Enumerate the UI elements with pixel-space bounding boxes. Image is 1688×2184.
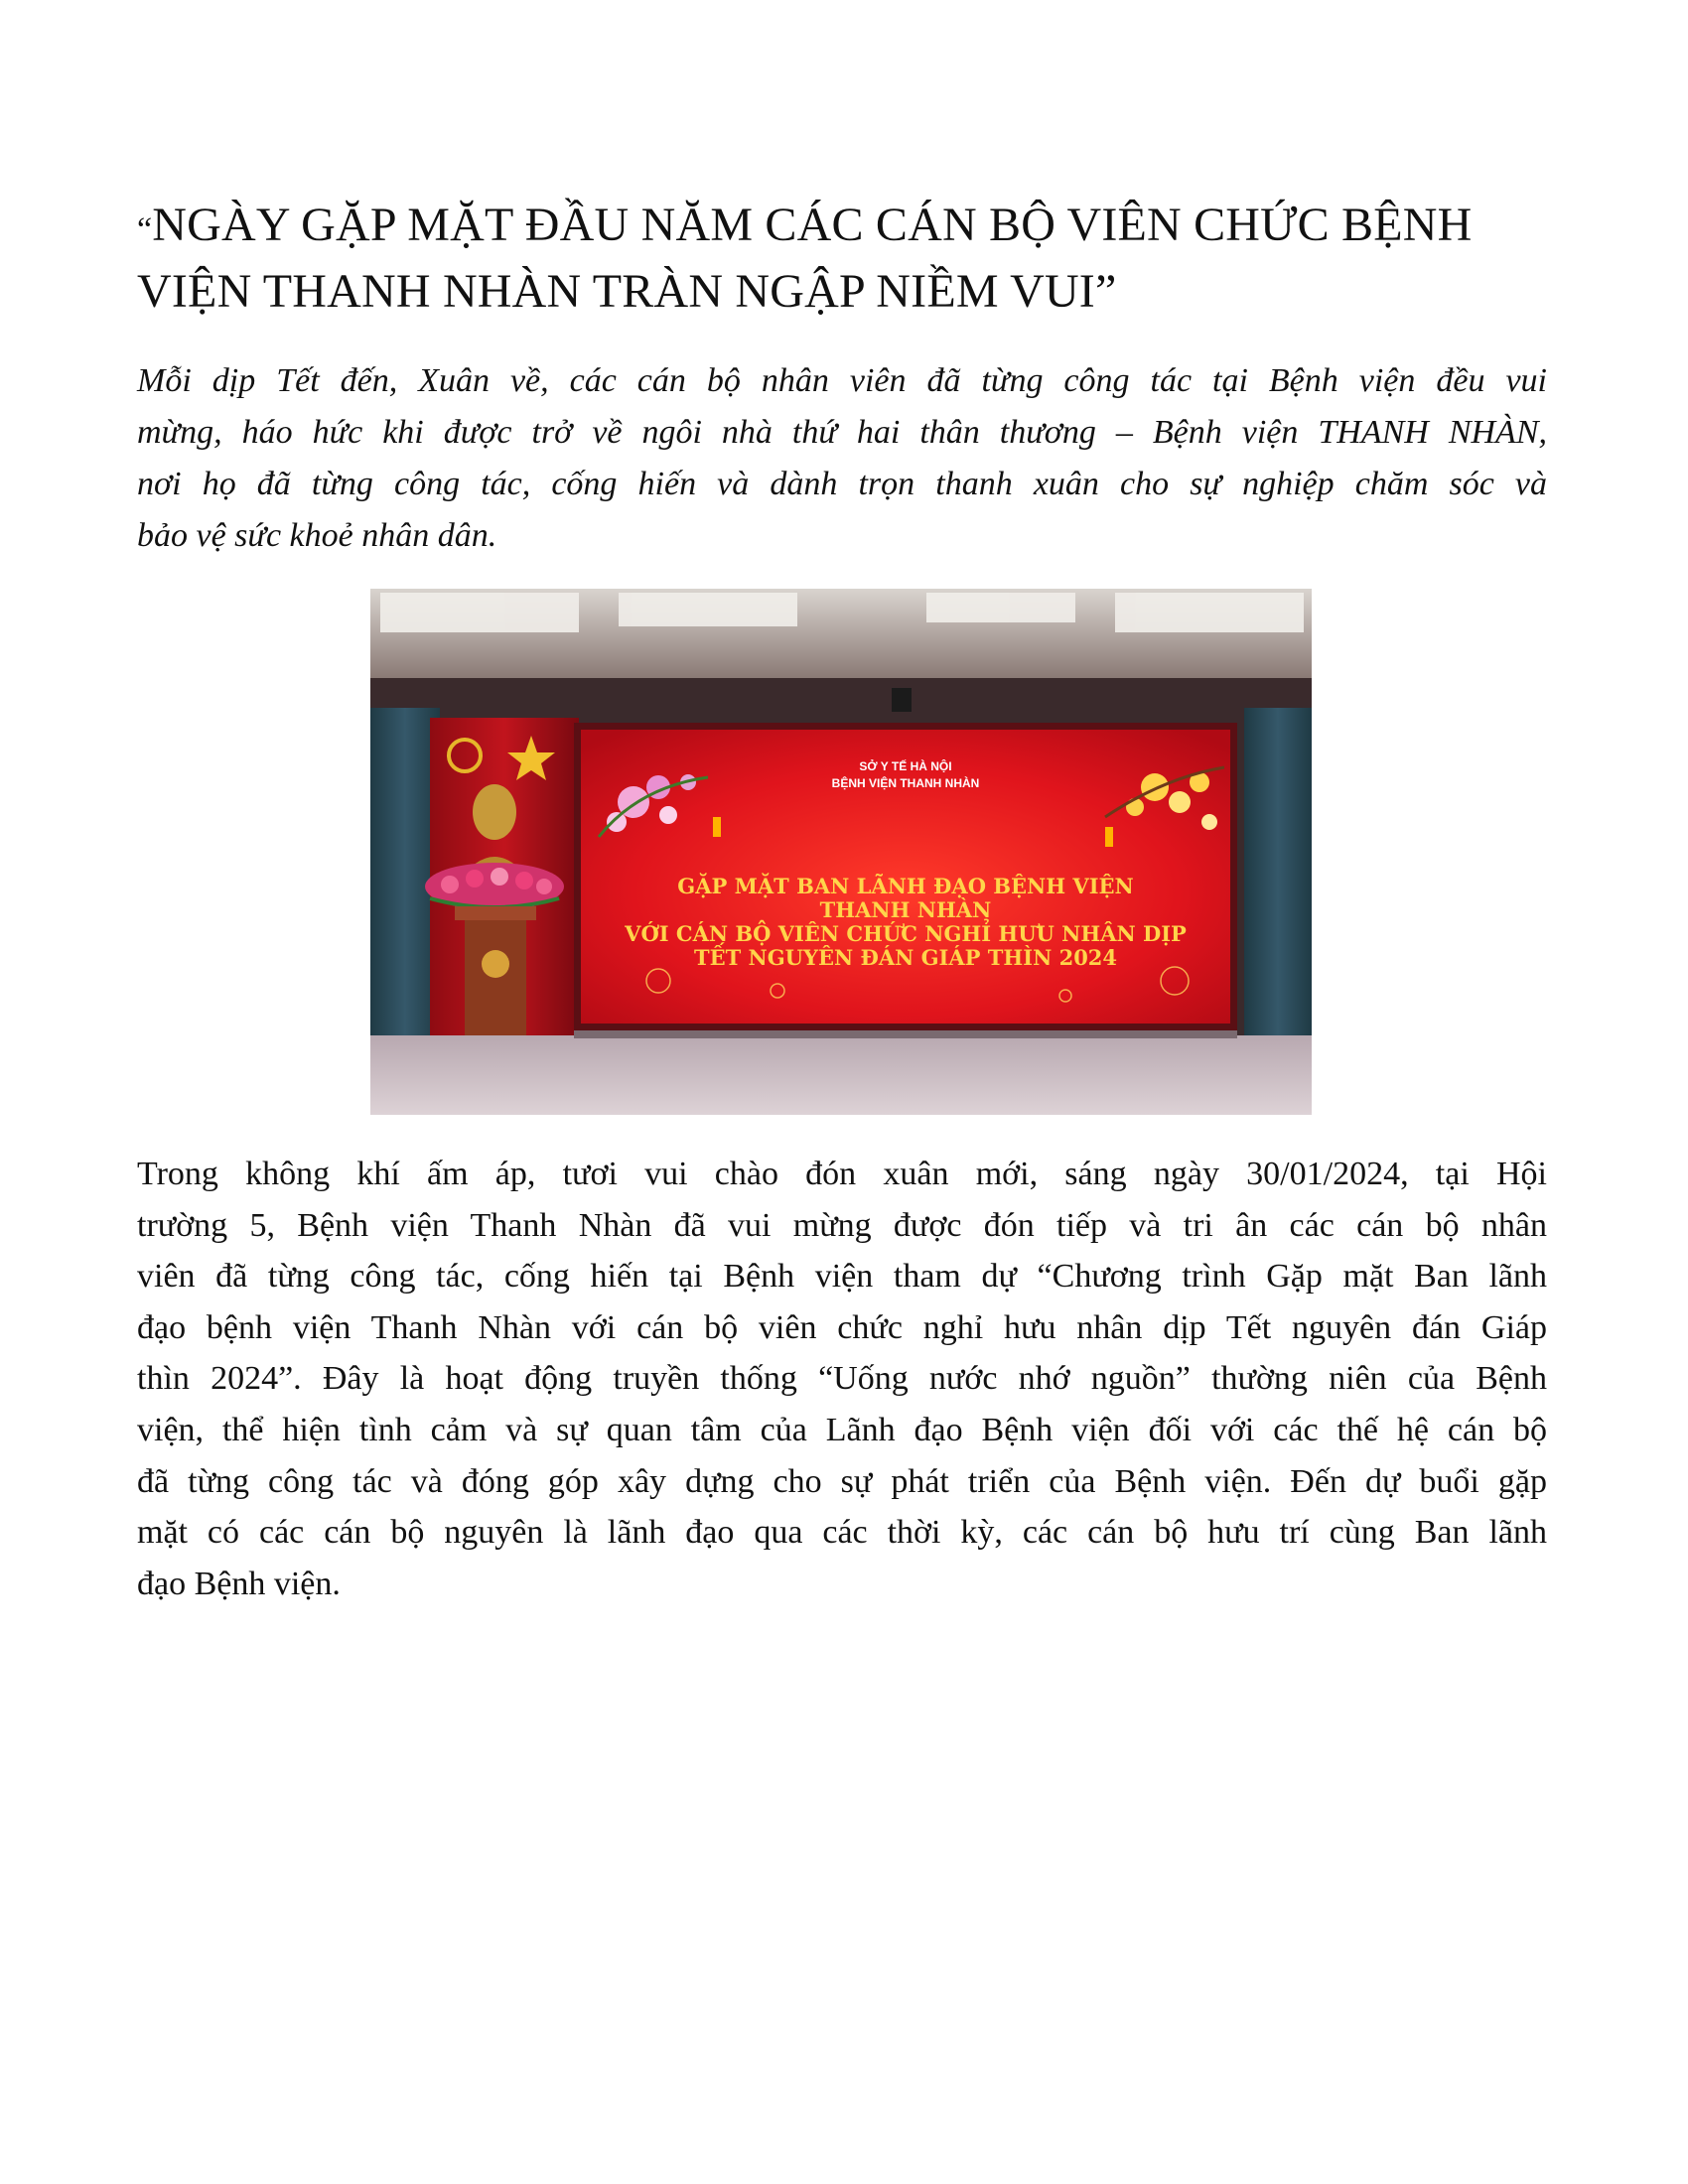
lead-line: bảo vệ sức khoẻ nhân dân. xyxy=(137,517,497,554)
flower-arrangement xyxy=(425,863,564,910)
title-open-quote: “ xyxy=(137,211,153,248)
body-line: trường 5, Bệnh viện Thanh Nhàn đã vui mừng được đón tiếp và tri ân các cán bộ nhân xyxy=(137,1206,1547,1244)
article-body xyxy=(137,1149,1547,1609)
stage-edge xyxy=(574,1030,1237,1038)
left-curtain xyxy=(370,708,440,1045)
lead-line: mừng, háo hức khi được trở về ngôi nhà thứ hai thân thương – Bệnh viện THANH NHÀN, xyxy=(137,414,1547,451)
lead-line: nơi họ đã từng công tác, cống hiến và dành trọn thanh xuân cho sự nghiệp chăm sóc và xyxy=(137,466,1547,502)
screen-org-line-1: SỞ Y TẾ HÀ NỘI xyxy=(859,759,952,773)
body-line: viên đã từng công tác, cống hiến tại Bệnh viện tham dự “Chương trình Gặp mặt Ban lãnh xyxy=(137,1258,1547,1296)
podium xyxy=(455,906,536,1035)
article-title-line-2: VIỆN THANH NHÀN TRÀN NGẬP NIỀM VUI” xyxy=(137,265,1117,318)
floor xyxy=(370,1035,1312,1115)
camera-icon xyxy=(892,688,912,712)
body-line: mặt có các cán bộ nguyên là lãnh đạo qua các thời kỳ, các cán bộ hưu trí cùng Ban lãnh xyxy=(137,1514,1547,1552)
event-photo xyxy=(370,589,1312,1115)
event-photo-illustration xyxy=(370,589,1312,1115)
body-line: đã từng công tác và đóng góp xây dựng cho sự phát triển của Bệnh viện. Đến dự buổi gặp xyxy=(137,1462,1547,1500)
lead-line: Mỗi dịp Tết đến, Xuân về, các cán bộ nhân viên đã từng công tác tại Bệnh viện đều vui xyxy=(137,362,1547,399)
article-title xyxy=(137,195,1547,323)
screen-banner-line-2: THANH NHÀN xyxy=(819,897,992,922)
body-line: đạo Bệnh viện. xyxy=(137,1565,341,1602)
screen-org-line-2: BỆNH VIỆN THANH NHÀN xyxy=(831,776,980,790)
screen-banner-line-4: TẾT NGUYÊN ĐÁN GIÁP THÌN 2024 xyxy=(693,945,1118,970)
screen-banner-line-1: GẶP MẶT BAN LÃNH ĐẠO BỆNH VIỆN xyxy=(677,874,1134,898)
screen-banner-line-3: VỚI CÁN BỘ VIÊN CHỨC NGHỈ HƯU NHÂN DỊP xyxy=(625,921,1187,946)
body-line: thìn 2024”. Đây là hoạt động truyền thống “Uống nước nhớ nguồn” thường niên của Bệnh xyxy=(137,1360,1547,1398)
body-line: Trong không khí ấm áp, tươi vui chào đón xuân mới, sáng ngày 30/01/2024, tại Hội xyxy=(137,1156,1547,1192)
article-lead xyxy=(137,355,1547,562)
article-title-line-1 xyxy=(137,195,1547,261)
body-line: đạo bệnh viện Thanh Nhàn với cán bộ viên chức nghỉ hưu nhân dịp Tết nguyên đán Giáp xyxy=(137,1308,1547,1346)
title-line-1-text: NGÀY GẶP MẶT ĐẦU NĂM CÁC CÁN BỘ VIÊN CHỨC BỆNH xyxy=(152,199,1473,251)
right-curtain xyxy=(1244,708,1312,1045)
body-line: viện, thể hiện tình cảm và sự quan tâm của Lãnh đạo Bệnh viện đối với các thế hệ cán bộ xyxy=(137,1411,1547,1448)
